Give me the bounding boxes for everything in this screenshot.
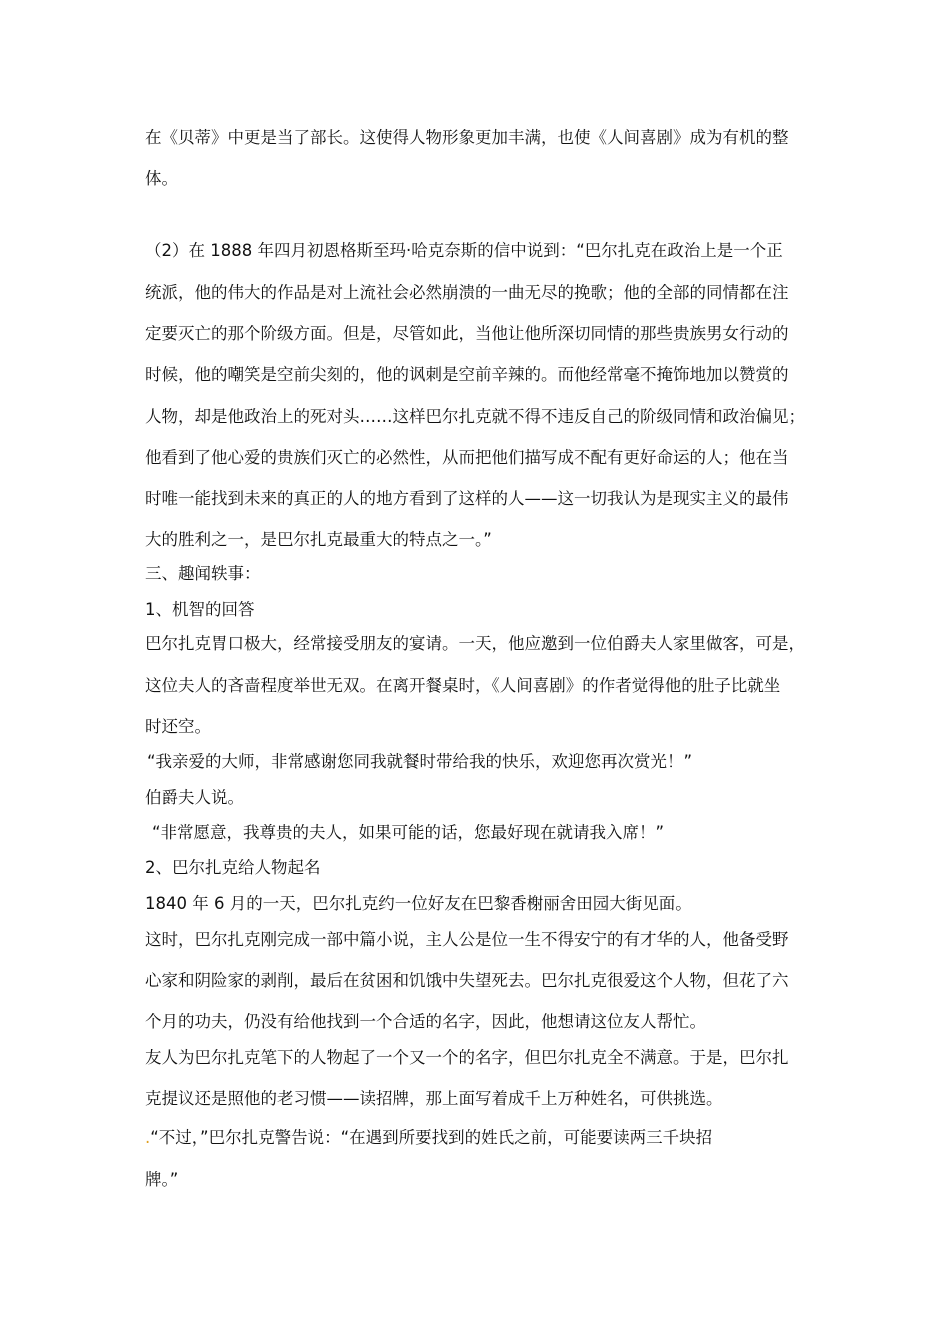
text-line: 人物，却是他政治上的死对头……这样巴尔扎克就不得不违反自己的阶级同情和政治偏见；	[145, 407, 805, 426]
text-line: 友人为巴尔扎克笔下的人物起了一个又一个的名字，但巴尔扎克全不满意。于是，巴尔扎	[145, 1048, 789, 1067]
quote-line	[145, 1128, 712, 1148]
text-line: 这时，巴尔扎克刚完成一部中篇小说，主人公是位一生不得安宁的有才华的人，他备受野	[145, 930, 789, 949]
subheading: 2、巴尔扎克给人物起名	[145, 858, 321, 877]
text-line: （2）在 1888 年四月初恩格斯至玛·哈克奈斯的信中说到：“巴尔扎克在政治上是一个正	[145, 241, 783, 260]
text-line: 定要灭亡的那个阶级方面。但是，尽管如此，当他让他所深切同情的那些贵族男女行动的	[145, 324, 789, 343]
text-line: 时还空。	[145, 717, 211, 736]
text-line: 伯爵夫人说。	[145, 788, 244, 807]
quote-line: “非常愿意，我尊贵的夫人，如果可能的话，您最好现在就请我入席！”	[152, 823, 665, 842]
quote-text: “不过，”巴尔扎克警告说：“在遇到所要找到的姓氏之前，可能要读两三千块招	[150, 1128, 713, 1147]
text-line: 统派，他的伟大的作品是对上流社会必然崩溃的一曲无尽的挽歌；他的全部的同情都在注	[145, 283, 789, 302]
text-line: 牌。”	[145, 1170, 179, 1189]
orange-dot-mark: .	[145, 1128, 151, 1147]
subheading: 1、机智的回答	[145, 600, 255, 619]
section-heading: 三、趣闻轶事：	[145, 564, 261, 583]
text-line: 心家和阴险家的剥削，最后在贫困和饥饿中失望死去。巴尔扎克很爱这个人物，但花了六	[145, 971, 789, 990]
text-line: 巴尔扎克胃口极大，经常接受朋友的宴请。一天，他应邀到一位伯爵夫人家里做客，可是，	[145, 634, 805, 653]
quote-line: “我亲爱的大师，非常感谢您同我就餐时带给我的快乐，欢迎您再次赏光！”	[147, 752, 693, 771]
text-line: 时唯一能找到未来的真正的人的地方看到了这样的人——这一切我认为是现实主义的最伟	[145, 489, 789, 508]
text-line: 克提议还是照他的老习惯——读招牌，那上面写着成千上万种姓名，可供挑选。	[145, 1089, 723, 1108]
text-line: 在《贝蒂》中更是当了部长。这使得人物形象更加丰满，也使《人间喜剧》成为有机的整	[145, 128, 789, 147]
text-line: 体。	[145, 169, 178, 188]
text-line: 这位夫人的吝啬程度举世无双。在离开餐桌时，《人间喜剧》的作者觉得他的肚子比就坐	[145, 676, 781, 695]
text-line: 个月的功夫，仍没有给他找到一个合适的名字，因此，他想请这位友人帮忙。	[145, 1012, 706, 1031]
text-line: 大的胜利之一，是巴尔扎克最重大的特点之一。”	[145, 530, 492, 549]
text-line: 时候，他的嘲笑是空前尖刻的，他的讽刺是空前辛辣的。而他经常毫不掩饰地加以赞赏的	[145, 365, 789, 384]
text-line: 他看到了他心爱的贵族们灭亡的必然性，从而把他们描写成不配有更好命运的人；他在当	[145, 448, 789, 467]
text-line: 1840 年 6 月的一天，巴尔扎克约一位好友在巴黎香榭丽舍田园大街见面。	[145, 894, 692, 913]
